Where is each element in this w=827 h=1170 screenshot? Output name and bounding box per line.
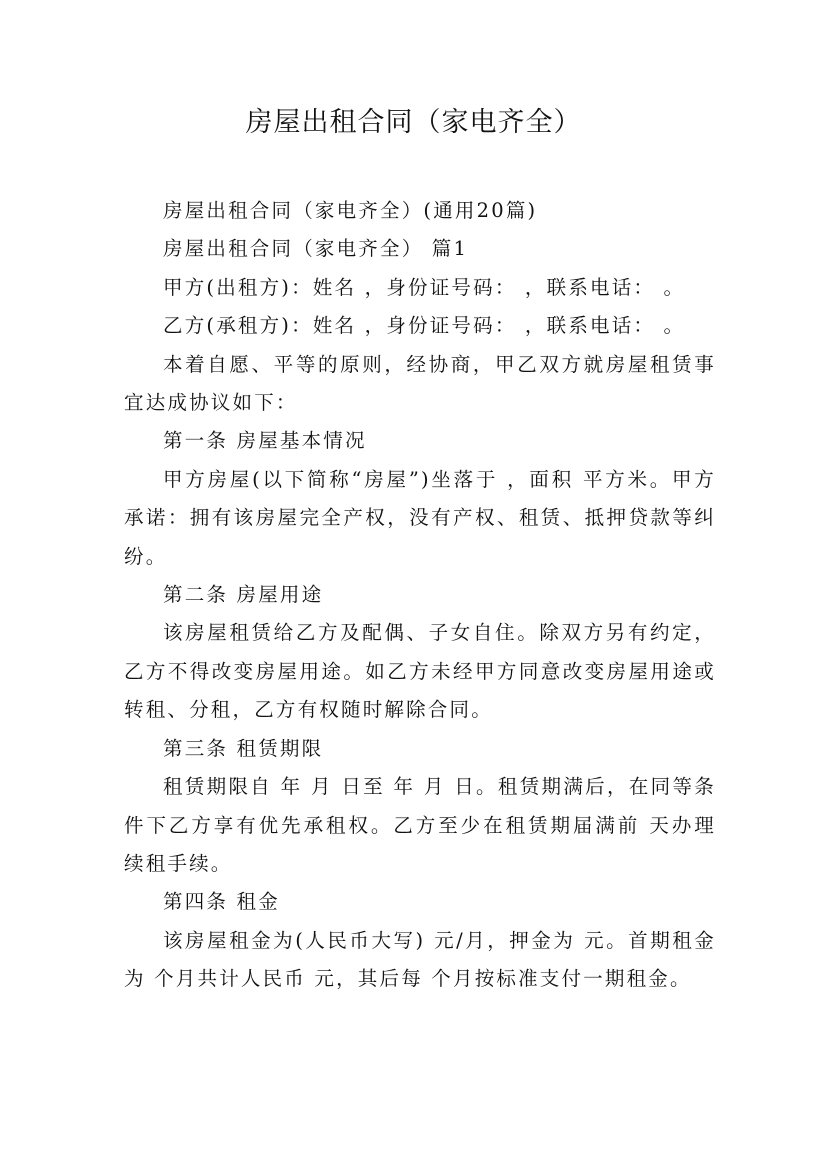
clause-3-heading: 第三条 租赁期限 <box>163 736 324 760</box>
clause-2-heading: 第二条 房屋用途 <box>163 583 324 607</box>
paragraph-subtitle: 房屋出租合同（家电齐全）(通用20篇) <box>163 199 538 222</box>
document-body <box>124 192 716 999</box>
paragraph-party-a: 甲方(出租方)：姓名 ，身份证号码： ，联系电话： 。 <box>163 275 686 299</box>
clause-2-text: 该房屋租赁给乙方及配偶、子女自住。除双方另有约定，乙方不得改变房屋用途。如乙方未经甲方同意改变房屋用途或转租、分租，乙方有权随时解除合同。 <box>124 621 716 722</box>
clause-4-heading: 第四条 租金 <box>163 890 280 914</box>
clause-1-heading: 第一条 房屋基本情况 <box>163 429 367 453</box>
clause-3-text: 租赁期限自 年 月 日至 年 月 日。租赁期满后，在同等条件下乙方享有优先承租权。乙方至少在租赁期届满前 天办理续租手续。 <box>124 775 716 875</box>
clause-1-text: 甲方房屋(以下简称“房屋”)坐落于 ，面积 平方米。甲方承诺：拥有该房屋完全产权，没有产权、租赁、抵押贷款等纠纷。 <box>124 467 716 568</box>
clause-4-text: 该房屋租金为(人民币大写) 元/月，押金为 元。首期租金为 个月共计人民币 元，其后每 个月按标准支付一期租金。 <box>124 928 716 991</box>
paragraph-party-b: 乙方(承租方)：姓名 ，身份证号码： ，联系电话： 。 <box>163 314 686 338</box>
paragraph-article-heading: 房屋出租合同（家电齐全） 篇1 <box>163 237 469 261</box>
document-title: 房屋出租合同（家电齐全） <box>245 107 582 138</box>
paragraph-preamble: 本着自愿、平等的原则，经协商，甲乙双方就房屋租赁事宜达成协议如下： <box>124 352 716 415</box>
